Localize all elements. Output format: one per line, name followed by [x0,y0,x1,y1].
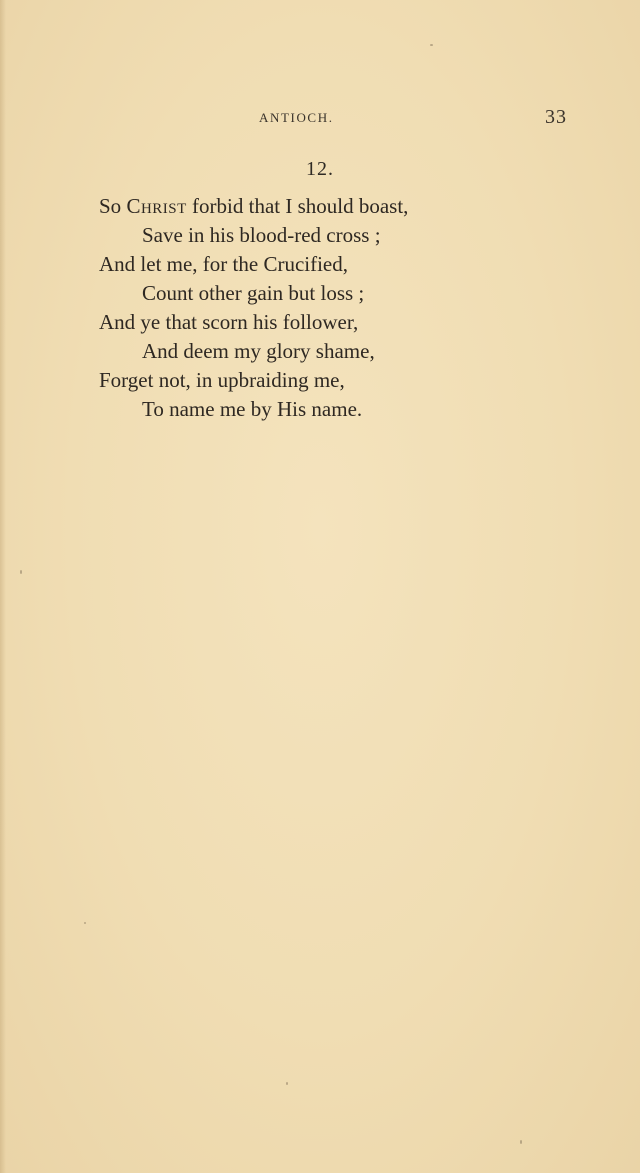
paper-speck [520,1140,522,1144]
poem-line-7: Forget not, in upbraiding me, [99,368,345,392]
running-head: ANTIOCH. [259,110,334,125]
poem-line-3: And let me, for the Crucified, [99,252,349,276]
poem-line-4: Count other gain but loss ; [142,281,365,305]
poem-line-1-small-caps: Christ [126,194,187,218]
poem-line-8: To name me by His name. [142,397,363,421]
paper-speck [286,1082,288,1085]
page-header [0,108,640,132]
stanza-number: 12. [306,158,334,180]
paper-speck [84,922,86,924]
poem-line-2: Save in his blood-red cross ; [142,223,381,247]
paper-speck [430,44,433,46]
poem-line-5: And ye that scorn his follower, [99,310,359,334]
page-number: 33 [545,106,567,128]
paper-speck [20,570,22,574]
poem-line-1-prefix: So [99,194,127,218]
poem-line-1 [99,192,519,221]
poem-line-6: And deem my glory shame, [142,339,375,363]
poem-stanza [99,192,519,424]
poem-line-1-text: forbid that I should boast, [186,194,409,218]
